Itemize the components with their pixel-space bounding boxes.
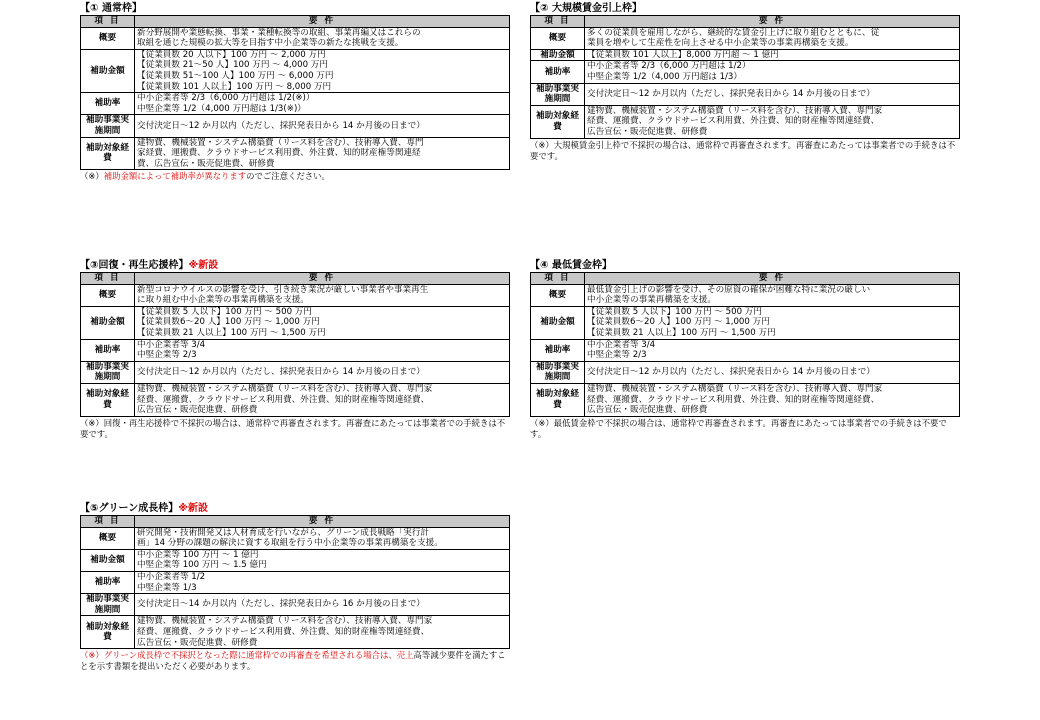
detail-line: 業員を増やして生産性を向上させる中小企業等の事業再構築を支援。	[587, 38, 854, 49]
detail-line: 新分野展開や業態転換、事業・業種転換等の取組、事業再編又はこれらの	[137, 27, 421, 38]
table-row	[81, 284, 510, 306]
row-detail	[135, 616, 510, 649]
table-header-row	[81, 273, 510, 285]
row-label: 補助率	[531, 339, 585, 361]
detail-line: 【従業員数6～20 人】100 万円 ～ 1,000 万円	[137, 317, 320, 328]
detail-line: 【従業員数 51～100 人】100 万円 ～ 6,000 万円	[137, 70, 334, 81]
table-header-row	[81, 16, 510, 28]
note-text: （※）最低賃金枠で不採択の場合は、通常枠で再審査されます。再審査にあたっては事	[530, 417, 855, 428]
detail-line: 最低賃金引上げの影響を受け、その原資の確保が困難な特に業況の厳しい	[587, 284, 871, 295]
row-label: 補助対象経費	[531, 105, 585, 138]
row-detail	[135, 137, 510, 170]
row-label: 補助事業実施期間	[81, 594, 135, 616]
block-title-text: 【② 大規模賃金引上枠】	[530, 3, 642, 14]
row-label: 概要	[531, 284, 585, 306]
row-detail	[585, 61, 960, 83]
table-row	[531, 105, 960, 138]
block-title-text: 【⑤グリーン成長枠】	[80, 503, 179, 514]
row-label: 補助金額	[81, 549, 135, 571]
detail-line: 経費、運搬費、クラウドサービス利用費、外注費、知的財産権等関連経費、	[587, 394, 880, 405]
detail-line: 【従業員数 5 人以下】100 万円 ～ 500 万円	[587, 306, 762, 317]
row-label: 補助金額	[81, 306, 135, 339]
detail-line: 【従業員数 5 人以下】100 万円 ～ 500 万円	[137, 306, 312, 317]
detail-line: 中小企業等 100 万円 ～ 1 億円	[137, 549, 259, 560]
block-note	[80, 171, 510, 182]
requirements-table	[80, 15, 510, 170]
row-label: 概要	[81, 527, 135, 549]
detail-line: 中小企業者等 3/4	[587, 339, 656, 350]
header-detail: 要 件	[135, 516, 510, 528]
detail-line: 費、広告宣伝・販売促進費、研修費	[137, 158, 275, 169]
detail-line: 経費、運搬費、クラウドサービス利用費、外注費、知的財産権等関連経費、	[137, 394, 430, 405]
row-detail	[585, 361, 960, 383]
table-row	[81, 383, 510, 416]
detail-line: 経費、運搬費、クラウドサービス利用費、外注費、知的財産権等関連経費、	[587, 116, 880, 127]
block-title-text: 【③回復・再生応援枠】	[80, 260, 189, 271]
block-title-text: 【① 通常枠】	[80, 3, 142, 14]
block-green-growth-frame	[80, 503, 510, 672]
table-row	[531, 339, 960, 361]
row-label: 補助金額	[81, 49, 135, 92]
row-detail	[135, 339, 510, 361]
row-label: 補助対象経費	[81, 383, 135, 416]
row-label: 補助事業実施期間	[81, 115, 135, 137]
detail-line: 建物費、機械装置・システム構築費（リース料を含む）、技術導入費、専門家	[587, 105, 883, 116]
row-detail	[135, 361, 510, 383]
row-detail	[135, 27, 510, 49]
row-label: 概要	[81, 27, 135, 49]
table-row	[531, 361, 960, 383]
detail-line: 建物費、機械装置・システム構築費（リース料を含む）、技術導入費、専門家	[587, 383, 883, 394]
table-row	[81, 361, 510, 383]
row-label: 補助事業実施期間	[81, 361, 135, 383]
block-note	[530, 418, 960, 440]
detail-line: 広告宣伝・販売促進費、研修費	[587, 126, 708, 137]
header-detail: 要 件	[135, 16, 510, 28]
block-note	[530, 140, 960, 162]
row-detail	[135, 594, 510, 616]
detail-line: 中堅企業等 1/2（4,000 万円超は 1/3(※)）	[137, 103, 306, 114]
row-detail	[585, 49, 960, 61]
note-text: （※）グリーン成長枠で不採択となった際に通常枠での再審査を希望される場合は、売上	[80, 650, 414, 661]
block-note	[80, 650, 510, 672]
detail-line: 【従業員数6～20 人】100 万円 ～ 1,000 万円	[587, 317, 770, 328]
detail-line: 【従業員数 21～50 人】100 万円 ～ 4,000 万円	[137, 60, 328, 71]
note-text: 補助金額によって補助率が異なります	[103, 171, 247, 182]
row-detail	[585, 27, 960, 49]
detail-line: 中小企業等の事業再構築を支援。	[587, 295, 716, 306]
detail-line: 中堅企業等 2/3	[137, 350, 197, 361]
detail-line: 取組を通じた規模の拡大等を目指す中小企業等の新たな挑戦を支援。	[137, 38, 404, 49]
note-text: 業者での手続きは不要です。	[530, 417, 947, 439]
block-title	[80, 260, 510, 272]
note-text: 高等減少要件を満たすことを示す書類を提出いただく必要があります。	[80, 650, 506, 672]
detail-line: 研究開発・技術開発又は人材育成を行いながら、グリーン成長戦略「実行計	[137, 527, 430, 538]
note-text: （※）	[80, 171, 104, 182]
row-label: 補助対象経費	[531, 383, 585, 416]
detail-line: 【従業員数 21 人以上】100 万円 ～ 1,500 万円	[137, 327, 326, 338]
row-detail	[135, 549, 510, 571]
detail-line: 中堅企業等 100 万円 ～ 1.5 億円	[137, 560, 267, 571]
detail-line: 中小企業者等 2/3（6,000 万円超は 1/2(※)）	[137, 93, 315, 104]
detail-line: 交付決定日～14 か月以内（ただし、採択発表日から 16 か月後の日まで）	[137, 599, 425, 610]
detail-line: 建物費、機械装置・システム構築費（リース料を含む）、技術導入費、専門家	[137, 616, 433, 627]
table-row	[81, 27, 510, 49]
row-detail	[135, 383, 510, 416]
table-header-row	[531, 273, 960, 285]
header-item: 項 目	[81, 273, 135, 285]
row-detail	[585, 105, 960, 138]
row-detail	[135, 306, 510, 339]
header-detail: 要 件	[585, 273, 960, 285]
new-badge: ※新設	[188, 260, 219, 271]
row-detail	[585, 339, 960, 361]
row-detail	[585, 383, 960, 416]
header-detail: 要 件	[585, 16, 960, 28]
block-minimum-wage-frame	[530, 260, 960, 440]
row-label: 補助率	[81, 339, 135, 361]
row-label: 補助率	[531, 61, 585, 83]
new-badge: ※新設	[178, 503, 209, 514]
row-detail	[135, 49, 510, 92]
table-row	[531, 49, 960, 61]
note-text: （※）回復・再生応援枠で不採択の場合は、通常枠で再審査されます。再審査にあたっては	[80, 417, 422, 428]
row-detail	[585, 83, 960, 105]
block-title-text: 【④ 最低賃金枠】	[530, 260, 612, 271]
detail-line: 中小企業者等 3/4	[137, 339, 206, 350]
detail-line: 広告宣伝・販売促進費、研修費	[137, 637, 258, 648]
table-row	[81, 49, 510, 92]
detail-line: 【従業員数 101 人以上】100 万円 ～ 8,000 万円	[137, 81, 332, 92]
note-text: 事業者での手続きは不要です。	[80, 417, 506, 439]
header-item: 項 目	[81, 16, 135, 28]
table-row	[531, 61, 960, 83]
header-item: 項 目	[531, 16, 585, 28]
detail-line: 交付決定日～12 か月以内（ただし、採択発表日から 14 か月後の日まで）	[137, 367, 425, 378]
table-row	[81, 549, 510, 571]
note-text: のでご注意ください。	[246, 171, 330, 182]
detail-line: 広告宣伝・販売促進費、研修費	[137, 405, 258, 416]
block-large-wage-frame	[530, 3, 960, 162]
row-label: 補助事業実施期間	[531, 83, 585, 105]
requirements-table	[530, 15, 960, 139]
detail-line: 建物費、機械装置・システム構築費（リース料を含む）、技術導入費、専門	[137, 137, 424, 148]
detail-line: 中堅企業等 1/2（4,000 万円超は 1/3）	[587, 71, 742, 82]
row-detail	[135, 93, 510, 115]
row-label: 補助金額	[531, 49, 585, 61]
table-row	[81, 115, 510, 137]
detail-line: 広告宣伝・販売促進費、研修費	[587, 405, 708, 416]
table-row	[81, 306, 510, 339]
block-title	[530, 260, 960, 272]
table-row	[81, 137, 510, 170]
detail-line: 交付決定日～12 か月以内（ただし、採択発表日から 14 か月後の日まで）	[587, 367, 875, 378]
detail-line: 交付決定日～12 か月以内（ただし、採択発表日から 14 か月後の日まで）	[587, 88, 875, 99]
row-label: 補助金額	[531, 306, 585, 339]
detail-line: 画」14 分野の課題の解決に資する取組を行う中小企業等の事業再構築を支援。	[137, 538, 443, 549]
block-title	[80, 3, 510, 15]
row-label: 補助対象経費	[81, 137, 135, 170]
detail-line: 新型コロナウイルスの影響を受け、引き続き業況が厳しい事業者や事業再生	[137, 284, 429, 295]
requirements-table	[80, 515, 510, 649]
table-row	[531, 284, 960, 306]
table-header-row	[531, 16, 960, 28]
requirements-table	[80, 272, 510, 417]
table-row	[81, 594, 510, 616]
table-row	[81, 527, 510, 549]
detail-line: 【従業員数 21 人以上】100 万円 ～ 1,500 万円	[587, 327, 776, 338]
table-row	[81, 616, 510, 649]
note-text: （※）大規模賃金引上枠で不採択の場合は、通常枠で再審査されます。再審査にあたっては事業	[530, 139, 889, 150]
detail-line: 【従業員数 20 人以下】100 万円 ～ 2,000 万円	[137, 49, 326, 60]
detail-line: 中小企業者等 2/3（6,000 万円超は 1/2）	[587, 61, 751, 72]
block-title	[530, 3, 960, 15]
block-title	[80, 503, 510, 515]
row-label: 補助率	[81, 93, 135, 115]
table-row	[81, 571, 510, 593]
block-note	[80, 418, 510, 440]
table-row	[81, 93, 510, 115]
block-normal-frame	[80, 3, 510, 182]
table-row	[531, 27, 960, 49]
row-label: 概要	[531, 27, 585, 49]
row-detail	[135, 527, 510, 549]
row-detail	[585, 306, 960, 339]
detail-line: 建物費、機械装置・システム構築費（リース料を含む）、技術導入費、専門家	[137, 383, 433, 394]
row-detail	[135, 571, 510, 593]
row-label: 補助率	[81, 571, 135, 593]
row-detail	[135, 284, 510, 306]
row-label: 補助対象経費	[81, 616, 135, 649]
table-header-row	[81, 516, 510, 528]
row-detail	[585, 284, 960, 306]
header-item: 項 目	[531, 273, 585, 285]
table-row	[531, 83, 960, 105]
requirements-table	[530, 272, 960, 417]
table-row	[81, 339, 510, 361]
detail-line: 家経費、運搬費、クラウドサービス利用費、外注費、知的財産権等関連経	[137, 148, 421, 159]
header-detail: 要 件	[135, 273, 510, 285]
row-label: 概要	[81, 284, 135, 306]
note-text: 者での手続きは不要です。	[530, 139, 956, 161]
detail-line: 多くの従業員を雇用しながら、継続的な賃金引上げに取り組むとともに、従	[587, 27, 880, 38]
block-recovery-frame	[80, 260, 510, 440]
detail-line: 中堅企業等 2/3	[587, 350, 647, 361]
detail-line: 中堅企業等 1/3	[137, 582, 197, 593]
row-label: 補助事業実施期間	[531, 361, 585, 383]
detail-line: 経費、運搬費、クラウドサービス利用費、外注費、知的財産権等関連経費、	[137, 626, 430, 637]
header-item: 項 目	[81, 516, 135, 528]
row-detail	[135, 115, 510, 137]
detail-line: 交付決定日～12 か月以内（ただし、採択発表日から 14 か月後の日まで）	[137, 120, 425, 131]
table-row	[531, 306, 960, 339]
table-row	[531, 383, 960, 416]
detail-line: に取り組む中小企業等の事業再構築を支援。	[137, 295, 309, 306]
detail-line: 【従業員数 101 人以上】8,000 万円超 ～ 1 億円	[587, 49, 779, 60]
detail-line: 中小企業者等 1/2	[137, 571, 206, 582]
